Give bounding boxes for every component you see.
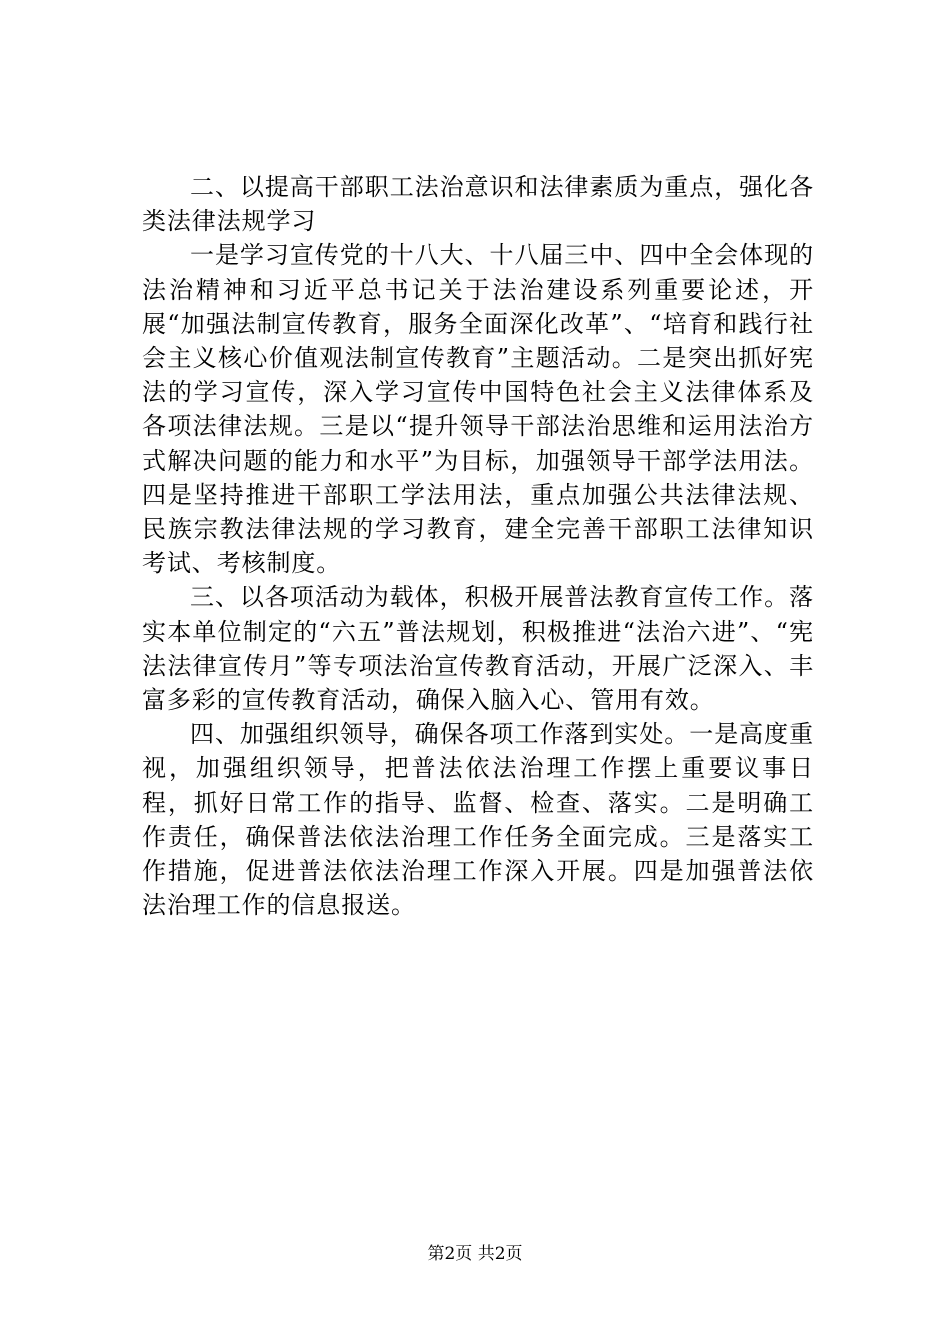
document-body xyxy=(142,170,814,922)
page-number-footer: 第2页 共2页 xyxy=(427,1244,523,1264)
section-heading-two: 二、以提高干部职工法治意识和法律素质为重点，强化各类法律法规学习 xyxy=(142,173,814,236)
paragraph-study-content: 一是学习宣传党的十八大、十八届三中、四中全会体现的法治精神和习近平总书记关于法治建设系列重要论述，开展“加强法制宣传教育，服务全面深化改革”、“培育和践行社会主义核心价值观法制宣传教育”主题活动。二是突出抓好宪法的学习宣传，深入学习宣传中国特色社会主义法律体系及各项法律法规。三是以“提升领导干部法治思维和运用法治方式解决问题的能力和水平”为目标，加强领导干部学法用法。四是坚持推进干部职工学法用法，重点加强公共法律法规、民族宗教法律法规的学习教育，建全完善干部职工法律知识考试、考核制度。 xyxy=(142,241,814,578)
section-four-leadership: 四、加强组织领导，确保各项工作落到实处。一是高度重视，加强组织领导，把普法依法治理工作摆上重要议事日程，抓好日常工作的指导、监督、检查、落实。二是明确工作责任，确保普法依法治理工作任务全面完成。三是落实工作措施，促进普法依法治理工作深入开展。四是加强普法依法治理工作的信息报送。 xyxy=(142,720,814,920)
section-three-activities: 三、以各项活动为载体，积极开展普法教育宣传工作。落实本单位制定的“六五”普法规划，积极推进“法治六进”、“宪法法律宣传月”等专项法治宣传教育活动，开展广泛深入、丰富多彩的宣传教育活动，确保入脑入心、管用有效。 xyxy=(142,583,814,715)
